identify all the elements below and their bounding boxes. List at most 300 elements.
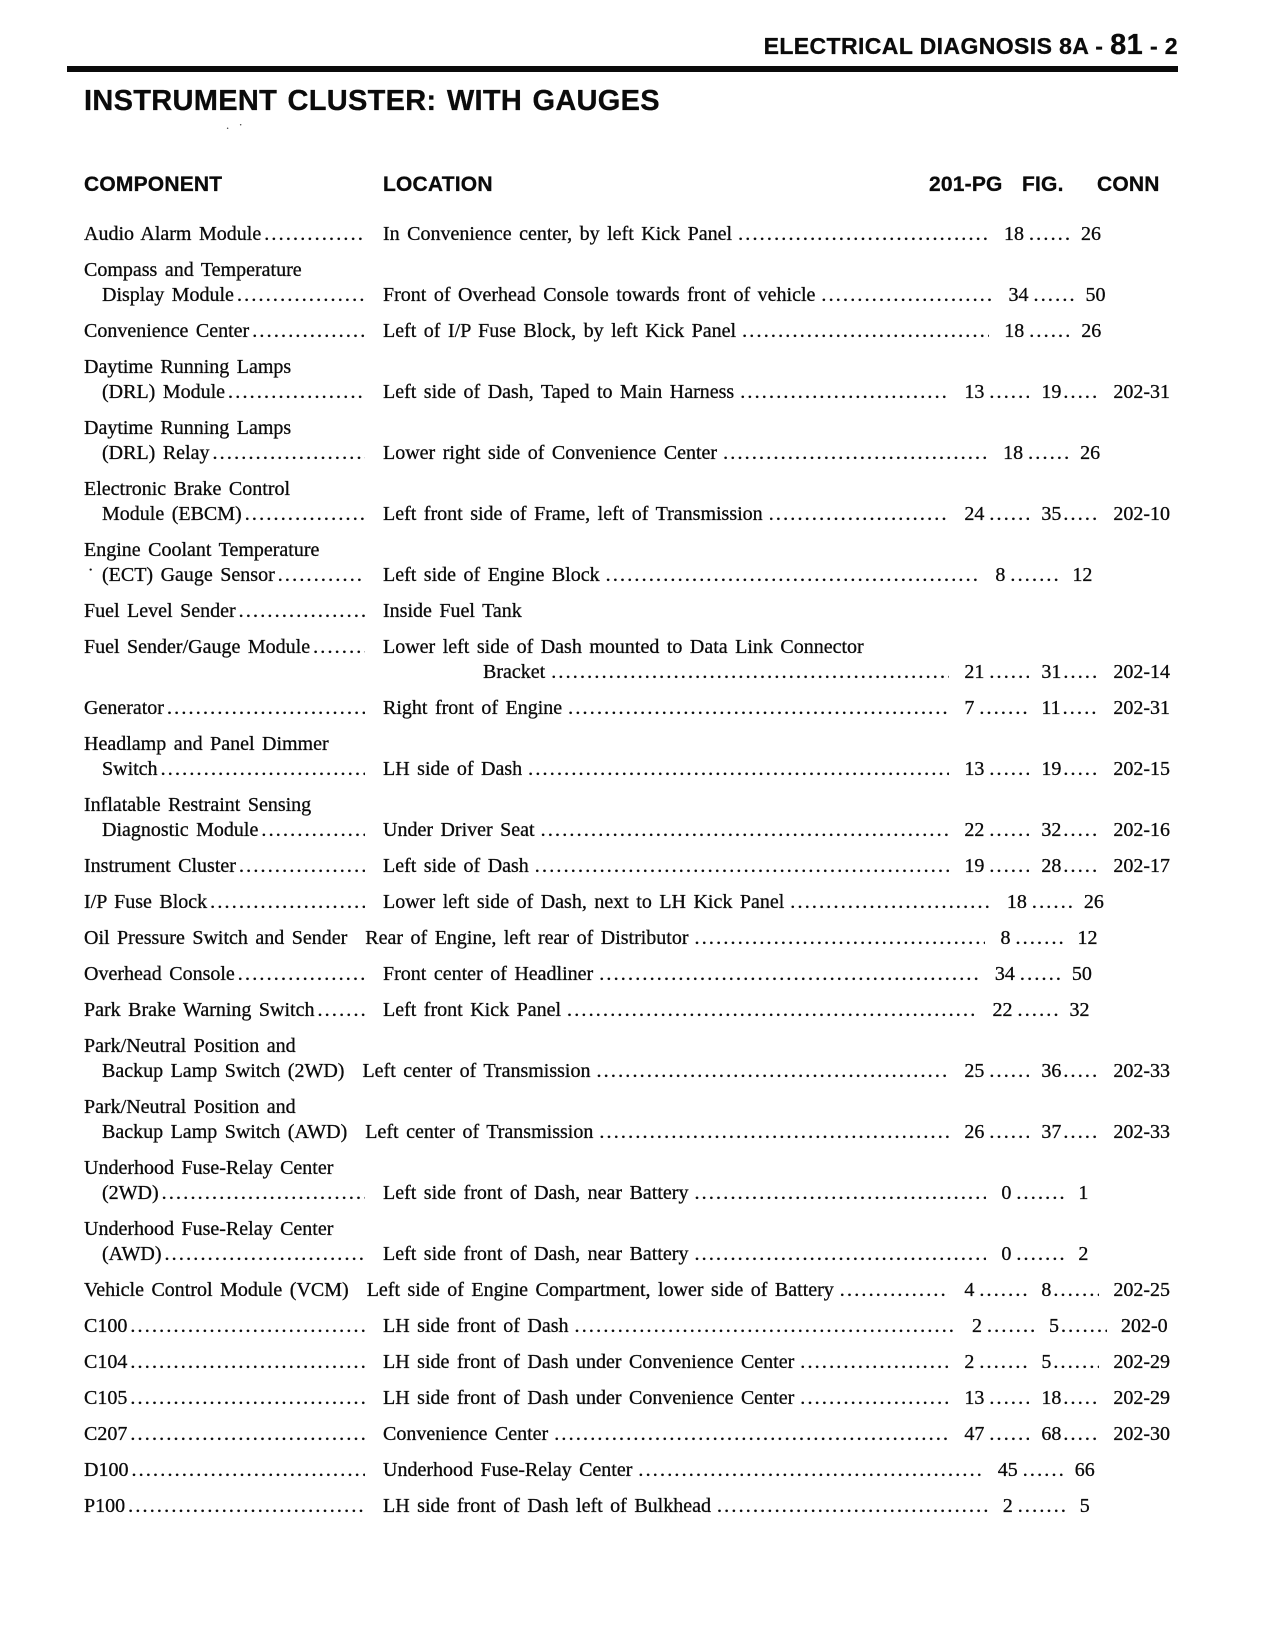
component-cell — [84, 319, 383, 344]
running-header-text — [763, 29, 1178, 61]
fig-cell — [1080, 441, 1125, 466]
dot-leader — [989, 818, 1029, 843]
location-text: Left side of Dash — [383, 855, 529, 877]
dot-leader — [989, 1059, 1029, 1084]
location-text: Inside Fuel Tank — [383, 600, 522, 622]
dot-leader — [278, 563, 365, 588]
location-cell — [365, 926, 993, 951]
column-header-pg: 201-PG — [929, 173, 1003, 196]
dot-leader — [554, 1422, 949, 1447]
component-name: Convenience Center — [84, 320, 250, 342]
fig-value: 11 — [1041, 697, 1061, 719]
location-line — [383, 998, 978, 1023]
component-name: Display Module — [102, 284, 234, 306]
dot-leader — [167, 696, 365, 721]
pg-cell — [957, 380, 1041, 405]
running-header — [0, 0, 1264, 60]
dot-leader — [1016, 1181, 1066, 1206]
running-header-prefix: ELECTRICAL DIAGNOSIS 8A - — [763, 33, 1111, 59]
component-line — [84, 1350, 365, 1375]
component-name: Underhood Fuse-Relay Center — [84, 1157, 334, 1179]
pg-cell — [957, 818, 1041, 843]
fig-value: 35 — [1041, 503, 1062, 525]
location-line — [383, 1458, 983, 1483]
table-row — [84, 1095, 1170, 1145]
pg-value: 19 — [964, 855, 985, 877]
location-cell — [383, 696, 957, 721]
fig-value: 12 — [1077, 927, 1098, 949]
conn-value: 202-16 — [1113, 819, 1170, 841]
conn-value: 202-31 — [1113, 381, 1170, 403]
component-name: Engine Coolant Temperature — [84, 539, 320, 561]
component-line — [84, 599, 365, 624]
fig-value: 66 — [1074, 1459, 1095, 1481]
dot-leader — [228, 380, 365, 405]
fig-value: 50 — [1071, 963, 1092, 985]
location-cell — [383, 599, 930, 624]
dot-leader — [989, 1422, 1029, 1447]
component-name: (ECT) Gauge Sensor — [102, 564, 275, 586]
column-header-component: COMPONENT — [84, 173, 223, 196]
pg-value: 25 — [964, 1060, 985, 1082]
page-title: INSTRUMENT CLUSTER: WITH GAUGES — [84, 85, 660, 117]
pg-value: 34 — [1008, 284, 1029, 306]
location-text: LH side of Dash — [383, 758, 523, 780]
location-cell — [383, 1314, 965, 1339]
component-cell — [84, 926, 365, 951]
location-line — [383, 696, 949, 721]
component-name: (DRL) Relay — [102, 442, 210, 464]
location-line — [383, 1350, 949, 1375]
component-line — [84, 222, 365, 247]
conn-value: 202-30 — [1113, 1423, 1170, 1445]
pg-value: 4 — [964, 1279, 975, 1301]
fig-value: 28 — [1041, 855, 1062, 877]
location-text: Left side front of Dash, near Battery — [383, 1243, 689, 1265]
dot-leader — [742, 319, 989, 344]
location-text: Bracket — [483, 661, 546, 683]
table-row — [84, 1217, 1170, 1267]
fig-cell — [1041, 757, 1113, 782]
table-row — [84, 1156, 1170, 1206]
location-text: Left side front of Dash, near Battery — [383, 1182, 689, 1204]
dot-leader — [1063, 660, 1099, 685]
dot-leader — [1034, 283, 1074, 308]
component-cell — [84, 477, 383, 527]
location-text: Rear of Engine, left rear of Distributor — [365, 927, 689, 949]
location-text: Front center of Headliner — [383, 963, 594, 985]
component-line — [84, 696, 365, 721]
fig-cell — [1041, 660, 1113, 685]
pg-value: 18 — [1003, 442, 1024, 464]
component-name: Daytime Running Lamps — [84, 356, 292, 378]
conn-cell — [1113, 854, 1170, 879]
component-line — [84, 441, 365, 466]
dot-leader — [769, 502, 950, 527]
dot-leader — [575, 1314, 957, 1339]
location-line — [383, 854, 949, 879]
pg-value: 45 — [997, 1459, 1018, 1481]
dot-leader — [989, 1386, 1029, 1411]
dot-leader — [987, 1314, 1037, 1339]
location-text: Left center of Transmission — [362, 1060, 591, 1082]
fig-value: 19 — [1041, 758, 1062, 780]
fig-value: 8 — [1041, 1279, 1052, 1301]
fig-value: 26 — [1083, 891, 1104, 913]
component-line — [84, 1494, 365, 1519]
fig-value: 50 — [1085, 284, 1106, 306]
dot-leader — [1029, 222, 1069, 247]
pg-value: 2 — [964, 1351, 975, 1373]
fig-cell — [1077, 926, 1123, 951]
dot-leader — [568, 696, 949, 721]
fig-value: 36 — [1041, 1060, 1062, 1082]
location-text: Left side of Dash, Taped to Main Harness — [383, 381, 735, 403]
component-line — [84, 732, 365, 757]
location-cell — [383, 1494, 996, 1519]
pg-cell — [988, 563, 1072, 588]
pg-cell — [957, 660, 1041, 685]
header-cell-pg — [930, 172, 1014, 198]
pg-value: 18 — [1006, 891, 1027, 913]
dot-leader — [1063, 502, 1099, 527]
dot-leader — [1063, 1120, 1099, 1145]
component-name: C105 — [84, 1387, 128, 1409]
running-header-suffix: - 2 — [1143, 33, 1178, 59]
fig-cell — [1041, 696, 1113, 721]
location-text: Left center of Transmission — [365, 1121, 594, 1143]
pg-cell — [988, 962, 1072, 987]
location-cell — [383, 998, 986, 1023]
component-name: Switch — [102, 758, 158, 780]
dot-leader — [840, 1278, 950, 1303]
location-text: Left side of Engine Compartment, lower side of Battery — [366, 1279, 834, 1301]
dot-leader — [1063, 854, 1099, 879]
column-header-conn: CONN — [1097, 173, 1160, 196]
conn-value: 202-14 — [1113, 661, 1170, 683]
dot-leader — [989, 757, 1029, 782]
component-name: C100 — [84, 1315, 128, 1337]
table-row — [84, 477, 1170, 527]
dot-leader — [695, 926, 986, 951]
component-line — [84, 1034, 344, 1059]
pg-cell — [957, 1278, 1041, 1303]
dot-leader — [800, 1350, 949, 1375]
conn-cell — [1113, 757, 1170, 782]
component-line — [84, 319, 365, 344]
component-name: Audio Alarm Module — [84, 223, 262, 245]
location-text: LH side front of Dash — [383, 1315, 569, 1337]
fig-cell — [1070, 998, 1119, 1023]
location-line — [383, 599, 922, 624]
table-row — [84, 1386, 1170, 1411]
fig-cell — [1075, 1458, 1122, 1483]
component-name: Compass and Temperature — [84, 259, 302, 281]
table-row — [84, 1422, 1170, 1447]
dot-leader — [596, 1059, 949, 1084]
component-cell — [84, 1350, 383, 1375]
component-name: Park/Neutral Position and — [84, 1035, 296, 1057]
location-line — [383, 319, 989, 344]
location-line — [383, 1314, 957, 1339]
location-line — [383, 962, 980, 987]
component-cell — [84, 1458, 383, 1483]
scan-mark: · — [88, 562, 94, 579]
component-name: Daytime Running Lamps — [84, 417, 292, 439]
component-cell — [84, 962, 383, 987]
component-line — [84, 416, 365, 441]
dot-leader — [979, 1350, 1029, 1375]
component-name: (DRL) Module — [102, 381, 226, 403]
dot-leader — [528, 757, 949, 782]
table-row — [84, 355, 1170, 405]
dot-leader — [1053, 1350, 1099, 1375]
dot-leader — [599, 1120, 949, 1145]
component-line — [84, 890, 365, 915]
component-line — [84, 818, 365, 843]
component-cell — [84, 222, 383, 247]
pg-value: 8 — [1000, 927, 1011, 949]
dot-leader — [162, 1181, 365, 1206]
fig-value: 5 — [1048, 1315, 1059, 1337]
location-cell — [367, 1278, 958, 1303]
fig-cell — [1081, 222, 1126, 247]
fig-value: 2 — [1078, 1243, 1089, 1265]
dot-leader — [723, 441, 988, 466]
component-name: Headlamp and Panel Dimmer — [84, 733, 329, 755]
component-name: Electronic Brake Control — [84, 478, 291, 500]
component-name: P100 — [84, 1495, 126, 1517]
conn-cell — [1113, 1350, 1170, 1375]
conn-value: 202-33 — [1113, 1121, 1170, 1143]
location-text: In Convenience center, by left Kick Panel — [383, 223, 733, 245]
location-line — [383, 222, 989, 247]
component-line — [84, 1059, 344, 1084]
conn-value: 202-17 — [1113, 855, 1170, 877]
table-row — [84, 732, 1170, 782]
component-line — [84, 962, 365, 987]
pg-cell — [996, 441, 1080, 466]
location-line — [383, 818, 949, 843]
conn-value: 202-15 — [1113, 758, 1170, 780]
component-cell — [84, 1386, 383, 1411]
component-line — [84, 355, 365, 380]
location-line — [383, 283, 994, 308]
location-line — [383, 890, 992, 915]
location-cell — [383, 563, 988, 588]
pg-cell — [957, 854, 1041, 879]
location-cell — [383, 319, 997, 344]
table-row — [84, 1278, 1170, 1303]
location-line — [383, 635, 949, 660]
fig-value: 19 — [1041, 381, 1062, 403]
location-cell — [383, 757, 957, 782]
location-cell — [383, 222, 997, 247]
location-line — [383, 502, 949, 527]
pg-cell — [957, 696, 1041, 721]
dot-leader — [212, 441, 365, 466]
table-row — [84, 416, 1170, 466]
table-row — [84, 1034, 1170, 1084]
component-cell — [84, 416, 383, 466]
fig-cell — [1078, 1242, 1124, 1267]
conn-cell — [1113, 1278, 1170, 1303]
pg-cell — [957, 502, 1041, 527]
pg-value: 0 — [1001, 1182, 1012, 1204]
component-line — [84, 538, 365, 563]
table-row — [84, 1458, 1170, 1483]
component-line — [84, 1458, 365, 1483]
location-text: Underhood Fuse-Relay Center — [383, 1459, 633, 1481]
dot-leader — [313, 635, 365, 660]
component-name: Oil Pressure Switch and Sender — [84, 927, 348, 949]
dot-leader — [790, 890, 992, 915]
pg-cell — [957, 1120, 1041, 1145]
dot-leader — [131, 1458, 365, 1483]
component-line — [84, 854, 365, 879]
component-line — [84, 998, 365, 1023]
component-line — [84, 1314, 365, 1339]
location-cell — [383, 890, 1000, 915]
component-cell — [84, 599, 383, 624]
dot-leader — [130, 1350, 365, 1375]
dot-leader — [1023, 1458, 1063, 1483]
table-row — [84, 599, 1170, 624]
pg-value: 7 — [964, 697, 975, 719]
pg-cell — [957, 757, 1041, 782]
pg-cell — [991, 1458, 1075, 1483]
pg-cell — [994, 1181, 1078, 1206]
location-text: LH side front of Dash under Convenience Center — [383, 1351, 795, 1373]
component-line — [84, 793, 365, 818]
component-cell — [84, 854, 383, 879]
dot-leader — [1028, 441, 1068, 466]
dot-leader — [638, 1458, 982, 1483]
component-name: Instrument Cluster — [84, 855, 236, 877]
pg-value: 2 — [971, 1315, 982, 1337]
dot-leader — [245, 502, 365, 527]
fig-value: 68 — [1041, 1423, 1062, 1445]
dot-leader — [989, 854, 1029, 879]
dot-leader — [740, 380, 949, 405]
conn-value: 202-25 — [1113, 1279, 1170, 1301]
conn-cell — [1113, 1120, 1170, 1145]
pg-value: 2 — [1002, 1495, 1013, 1517]
component-line — [84, 1181, 365, 1206]
pg-value: 34 — [994, 963, 1015, 985]
component-cell — [84, 1156, 383, 1206]
location-line — [383, 1386, 949, 1411]
fig-value: 32 — [1041, 819, 1062, 841]
table-row — [84, 793, 1170, 843]
dot-leader — [210, 890, 365, 915]
component-cell — [84, 635, 383, 660]
conn-value: 202-0 — [1120, 1315, 1168, 1337]
fig-cell — [1041, 502, 1113, 527]
location-line — [383, 660, 949, 685]
table-header-row — [84, 172, 1170, 198]
location-line — [362, 1059, 949, 1084]
component-line — [84, 502, 365, 527]
pg-value: 0 — [1001, 1243, 1012, 1265]
fig-value: 32 — [1069, 999, 1090, 1021]
header-cell-conn — [1086, 172, 1170, 198]
component-cell — [84, 1034, 362, 1084]
component-name: Backup Lamp Switch (AWD) — [102, 1121, 348, 1143]
dot-leader — [239, 599, 365, 624]
pg-cell — [997, 222, 1081, 247]
header-cell-location — [383, 172, 930, 198]
pg-value: 18 — [1003, 223, 1024, 245]
dot-leader — [606, 563, 981, 588]
fig-cell — [1084, 890, 1127, 915]
fig-cell — [1041, 1386, 1113, 1411]
location-text: Left front Kick Panel — [383, 999, 561, 1021]
component-line — [84, 283, 365, 308]
location-text: Left side of Engine Block — [383, 564, 600, 586]
location-cell — [383, 1422, 957, 1447]
fig-value: 1 — [1078, 1182, 1089, 1204]
pg-cell — [957, 1386, 1041, 1411]
location-cell — [383, 1350, 957, 1375]
fig-cell — [1072, 962, 1120, 987]
fig-value: 26 — [1080, 442, 1101, 464]
pg-value: 13 — [964, 1387, 985, 1409]
table-row — [84, 854, 1170, 879]
table-row — [84, 222, 1170, 247]
location-line — [383, 1422, 949, 1447]
running-header-page-number: 81 — [1110, 29, 1144, 61]
dot-leader — [800, 1386, 949, 1411]
conn-cell — [1113, 1386, 1170, 1411]
column-header-location: LOCATION — [383, 173, 493, 196]
location-text: Left front side of Frame, left of Transmission — [383, 503, 763, 525]
conn-cell — [1113, 696, 1170, 721]
component-line — [84, 635, 365, 660]
location-line — [383, 1181, 986, 1206]
dot-leader — [979, 696, 1029, 721]
fig-cell — [1041, 1350, 1113, 1375]
dot-leader — [717, 1494, 988, 1519]
fig-value: 5 — [1041, 1351, 1052, 1373]
conn-cell — [1113, 1422, 1170, 1447]
fig-cell — [1081, 319, 1126, 344]
component-name: C207 — [84, 1423, 128, 1445]
component-name: Generator — [84, 697, 164, 719]
header-cell-component — [84, 172, 383, 198]
component-name: Inflatable Restraint Sensing — [84, 794, 312, 816]
header-rule — [67, 66, 1178, 72]
dot-leader — [599, 962, 980, 987]
pg-value: 18 — [1004, 320, 1025, 342]
pg-cell — [957, 1422, 1041, 1447]
location-line — [365, 1120, 949, 1145]
location-cell — [383, 502, 957, 527]
location-text: Lower right side of Convenience Center — [383, 442, 718, 464]
location-line — [383, 1242, 986, 1267]
fig-cell — [1041, 380, 1113, 405]
location-text: Under Driver Seat — [383, 819, 535, 841]
dot-leader — [1063, 818, 1099, 843]
location-cell — [383, 854, 957, 879]
conn-cell — [1113, 660, 1170, 685]
location-cell — [383, 1181, 994, 1206]
dot-leader — [738, 222, 989, 247]
dot-leader — [252, 319, 365, 344]
table-row — [84, 258, 1170, 308]
dot-leader — [535, 854, 950, 879]
location-cell — [383, 1458, 991, 1483]
